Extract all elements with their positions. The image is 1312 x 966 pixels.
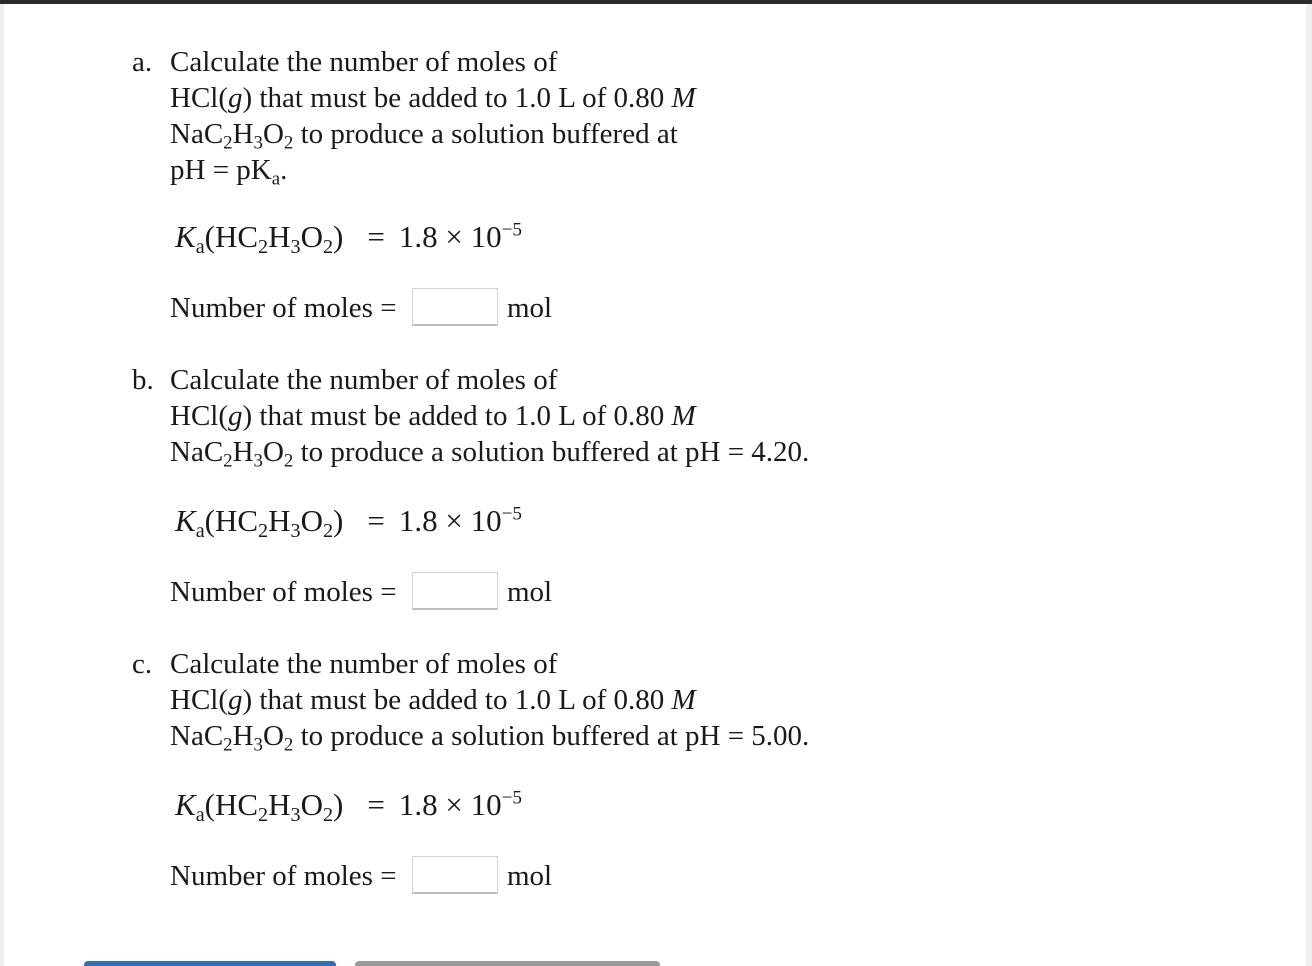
unit-label: mol: [507, 576, 553, 608]
question-letter: a.: [132, 46, 153, 78]
question-letter: c.: [132, 648, 153, 680]
moles-input-c[interactable]: [412, 856, 498, 894]
ka-equation: $K_a(HC_2H_3O_2) = 1.8 \times 10^{-5}$: [175, 787, 523, 827]
question-c: [0, 602, 1312, 892]
question-line-4: pH = $pK_a$.: [170, 154, 288, 190]
question-line-2: HCl(g) that must be added to 1.0 L of 0.80 M: [170, 684, 696, 716]
question-line-1: Calculate the number of moles of: [170, 46, 558, 78]
question-a: [0, 0, 1312, 324]
question-line-3: $NaC_2H_3O_2$ to produce a solution buffered at pH = 5.00.: [170, 720, 810, 756]
ka-equation: $K_a(HC_2H_3O_2) = 1.8 \times 10^{-5}$: [175, 219, 523, 259]
question-line-3: $NaC_2H_3O_2$ to produce a solution buffered at: [170, 118, 678, 154]
question-b: [0, 318, 1312, 608]
question-line-1: Calculate the number of moles of: [170, 648, 558, 680]
unit-label: mol: [507, 860, 553, 892]
question-letter: b.: [132, 364, 154, 396]
answer-label: Number of moles =: [170, 292, 397, 324]
question-line-1: Calculate the number of moles of: [170, 364, 558, 396]
ka-equation: $K_a(HC_2H_3O_2) = 1.8 \times 10^{-5}$: [175, 503, 523, 543]
unit-label: mol: [507, 292, 553, 324]
question-line-2: HCl(g) that must be added to 1.0 L of 0.80 M: [170, 400, 696, 432]
answer-label: Number of moles =: [170, 576, 397, 608]
question-line-3: $NaC_2H_3O_2$ to produce a solution buffered at pH = 4.20.: [170, 436, 810, 472]
answer-label: Number of moles =: [170, 860, 397, 892]
submit-button[interactable]: [84, 961, 336, 966]
question-line-2: HCl(g) that must be added to 1.0 L of 0.80 M: [170, 82, 696, 114]
secondary-button[interactable]: [355, 961, 660, 966]
